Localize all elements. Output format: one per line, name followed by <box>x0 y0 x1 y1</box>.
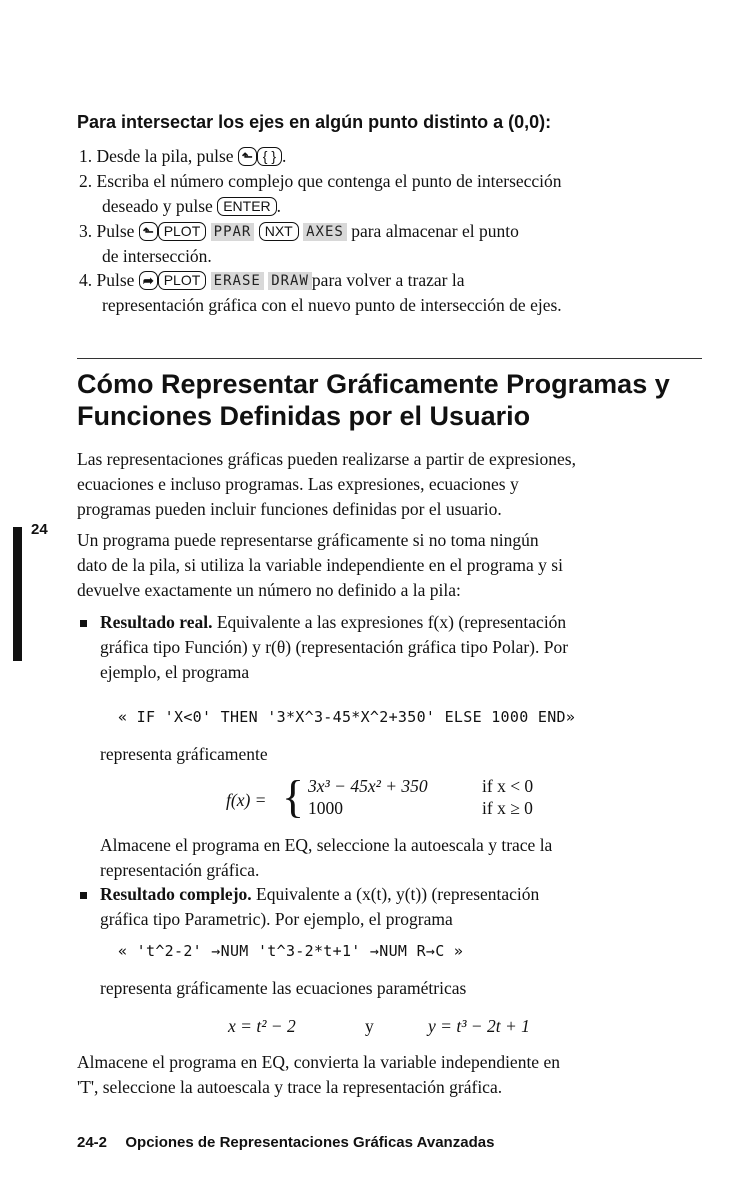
braces-key: { } <box>257 147 282 166</box>
menu-key-erase: ERASE <box>211 272 264 290</box>
equation: y = t³ − 2t + 1 <box>428 1016 530 1036</box>
equation: x = t² − 2 <box>228 1016 296 1036</box>
function-label: f(x) = <box>226 790 267 810</box>
list-item: Resultado real. Equivalente a las expresiones f(x) (representación gráfica tipo Función) y r(θ) (representación gráfica tipo Polar). Por ejemplo, el programa <box>100 612 569 682</box>
bullet-icon <box>80 892 87 899</box>
step-text-continued: representación gráfica con el nuevo punto de intersección de ejes. <box>102 295 562 315</box>
page-number: 24-2 <box>77 1134 108 1151</box>
step-number: 2. <box>79 171 93 191</box>
bullet-icon <box>80 620 87 627</box>
paragraph: Almacene el programa en EQ, convierta la variable independiente en 'T', seleccione la autoescala y trace la representación gráfica. <box>77 1052 560 1097</box>
case-expression: 1000 <box>308 798 343 818</box>
menu-key-draw: DRAW <box>268 272 312 290</box>
list-item: 4. Pulse ➦ PLOT ERASE DRAW para volver a trazar la <box>79 270 465 290</box>
section-heading: Para intersectar los ejes en algún punto distinto a (0,0): <box>77 112 552 132</box>
list-item: Resultado complejo. Equivalente a (x(t), y(t)) (representación gráfica tipo Parametric). Por ejemplo, el programa <box>100 884 540 929</box>
list-item <box>79 169 562 194</box>
paragraph: Un programa puede representarse gráficamente si no toma ningún dato de la pila, si utiliza la variable independiente en el programa y si devuelve exactamente un número no definido a la pila: <box>77 530 563 600</box>
step-text: Escriba el número complejo que contenga el punto de intersección <box>96 171 562 191</box>
menu-key-ppar: PPAR <box>211 223 255 241</box>
list-item: 3. Pulse ⬑ PLOT PPAR NXT AXES para almacenar el punto <box>79 221 519 241</box>
left-shift-key-icon: ⬑ <box>238 147 257 166</box>
menu-key-axes: AXES <box>303 223 347 241</box>
step-text-continued: deseado y pulse ENTER . <box>102 196 282 216</box>
footer-title: Opciones de Representaciones Gráficas Avanzadas <box>125 1134 495 1151</box>
step-number: 1. <box>79 146 93 166</box>
page-footer <box>77 1134 494 1151</box>
section-title: Cómo Representar Gráficamente Programas y Funciones Definidas por el Usuario <box>77 369 670 431</box>
paragraph: Almacene el programa en EQ, seleccione la autoescala y trace la representación gráfica. <box>100 835 553 880</box>
piecewise-equation <box>226 771 586 826</box>
step-number: 3. <box>79 221 93 241</box>
equation-conjunction: y <box>365 1016 374 1036</box>
nxt-key: NXT <box>259 222 299 241</box>
code-line: « 't^2-2' →NUM 't^3-2*t+1' →NUM R→C » <box>118 942 464 960</box>
step-text-continued: de intersección. <box>102 246 212 266</box>
paragraph: representa gráficamente las ecuaciones paramétricas <box>100 978 467 998</box>
plot-key: PLOT <box>158 222 207 241</box>
section-divider <box>77 358 702 359</box>
code-line: « IF 'X<0' THEN '3*X^3-45*X^2+350' ELSE 1000 END» <box>118 708 576 726</box>
case-condition: if x < 0 <box>482 776 534 796</box>
case-expression: 3x³ − 45x² + 350 <box>308 776 428 796</box>
list-item: 1. Desde la pila, pulse ⬑ { } . <box>79 146 287 166</box>
chapter-tab-number: 24 <box>31 521 48 538</box>
right-shift-key-icon: ➦ <box>139 271 158 290</box>
chapter-tab-bar <box>13 527 22 661</box>
enter-key: ENTER <box>217 197 276 216</box>
case-condition: if x ≥ 0 <box>482 798 533 818</box>
plot-key: PLOT <box>158 271 207 290</box>
left-shift-key-icon: ⬑ <box>139 222 158 241</box>
left-brace-icon: { <box>282 771 305 822</box>
step-number: 4. <box>79 270 93 290</box>
step-text: Desde la pila, pulse <box>96 146 234 166</box>
paragraph: Las representaciones gráficas pueden realizarse a partir de expresiones, ecuaciones e incluso programas. Las expresiones, ecuaciones y programas pueden incluir funciones definidas por el usuario. <box>77 449 576 519</box>
paragraph: representa gráficamente <box>100 744 268 764</box>
